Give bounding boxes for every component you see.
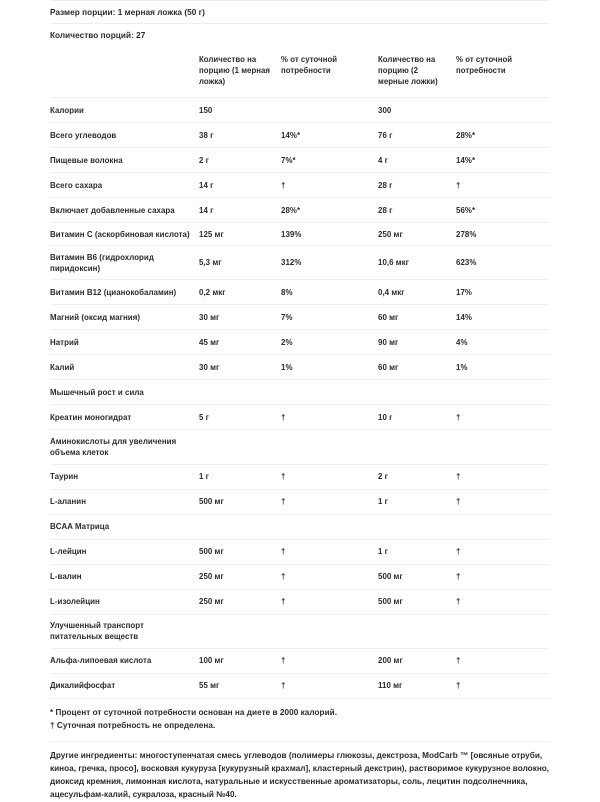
cell-amount-serving-2: 1 г [378, 539, 456, 564]
cell-daily-value-2: 1% [456, 355, 550, 380]
cell-amount-serving-1: 5,3 мг [199, 246, 281, 280]
cell-daily-value-1: † [281, 539, 378, 564]
other-ingredients-text: Другие ингредиенты: многоступенчатая смесь углеводов (полимеры глюкозы, декстроза, ModCarb ™ [овсяные отруби, кинoa, гречка, просо], восковая кукуруза [кукурузный крахмал], кластерный декстрин), растворимое кукурузное волокно, диоксид кремния, лимонная кислота, натуральные и искусственные ароматизаторы, соль, лецитин подсолнечника, ацесульфам-калий, сукралоза, красный №40. [50, 751, 550, 800]
table-row [50, 198, 550, 223]
cell-amount-serving-1 [199, 430, 281, 464]
cell-daily-value-1 [281, 614, 378, 648]
table-row [50, 246, 550, 280]
cell-amount-serving-2: 0,4 мкг [378, 280, 456, 305]
cell-amount-serving-1: 250 мг [199, 589, 281, 614]
cell-amount-serving-2: 250 мг [378, 223, 456, 246]
cell-daily-value-1: † [281, 464, 378, 489]
column-header-amount-per-serving-1: Количество на порцию (1 мерная ложка) [199, 55, 271, 87]
cell-amount-serving-1: 100 мг [199, 648, 281, 673]
cell-daily-value-1: † [281, 173, 378, 198]
cell-nutrient-name: Креатин моногидрат [50, 405, 199, 430]
cell-daily-value-1: 7%* [281, 148, 378, 173]
cell-daily-value-2 [456, 380, 550, 405]
cell-daily-value-1: 1% [281, 355, 378, 380]
cell-daily-value-2: 623% [456, 246, 550, 280]
cell-daily-value-1: 28%* [281, 198, 378, 223]
table-row [50, 673, 550, 698]
cell-amount-serving-1: 30 мг [199, 355, 281, 380]
cell-amount-serving-2: 10,6 мкг [378, 246, 456, 280]
cell-daily-value-2: † [456, 405, 550, 430]
column-header-amount-per-serving-2: Количество на порцию (2 мерные ложки) [378, 55, 438, 87]
table-row [50, 148, 550, 173]
cell-nutrient-name: Калий [50, 355, 199, 380]
cell-daily-value-2 [456, 514, 550, 539]
cell-nutrient-name: BCAA Матрица [50, 514, 199, 539]
cell-amount-serving-2: 28 г [378, 173, 456, 198]
cell-nutrient-name: Альфа-липоевая кислота [50, 648, 199, 673]
cell-amount-serving-1: 30 мг [199, 305, 281, 330]
cell-amount-serving-2: 76 г [378, 123, 456, 148]
table-header-row [50, 52, 550, 98]
cell-nutrient-name: Улучшенный транспорт питательных веществ [50, 614, 199, 648]
cell-nutrient-name: L-лейцин [50, 539, 199, 564]
serving-info-block [50, 0, 550, 46]
table-section-row [50, 514, 550, 539]
cell-daily-value-2: † [456, 648, 550, 673]
cell-nutrient-name: L-аланин [50, 489, 199, 514]
table-body [50, 98, 550, 698]
cell-amount-serving-1: 55 мг [199, 673, 281, 698]
cell-daily-value-1: 312% [281, 246, 378, 280]
cell-amount-serving-2: 500 мг [378, 589, 456, 614]
cell-daily-value-1: † [281, 489, 378, 514]
cell-amount-serving-2: 4 г [378, 148, 456, 173]
cell-daily-value-2: 28%* [456, 123, 550, 148]
cell-amount-serving-2: 500 мг [378, 564, 456, 589]
cell-amount-serving-2 [378, 614, 456, 648]
cell-daily-value-1: † [281, 405, 378, 430]
cell-amount-serving-1: 38 г [199, 123, 281, 148]
cell-daily-value-1: † [281, 648, 378, 673]
servings-per-container-row: Количество порций: 27 [50, 30, 146, 40]
cell-amount-serving-2: 1 г [378, 489, 456, 514]
cell-amount-serving-1: 250 мг [199, 564, 281, 589]
table-row [50, 648, 550, 673]
cell-amount-serving-1: 500 мг [199, 539, 281, 564]
cell-nutrient-name: L-валин [50, 564, 199, 589]
cell-daily-value-1: 14%* [281, 123, 378, 148]
cell-daily-value-2 [456, 98, 550, 123]
table-row [50, 280, 550, 305]
cell-daily-value-1 [281, 380, 378, 405]
table-row [50, 589, 550, 614]
cell-amount-serving-1: 125 мг [199, 223, 281, 246]
cell-daily-value-2: † [456, 564, 550, 589]
cell-daily-value-2: † [456, 539, 550, 564]
cell-daily-value-1: † [281, 589, 378, 614]
cell-daily-value-2: 4% [456, 330, 550, 355]
cell-amount-serving-2 [378, 380, 456, 405]
cell-amount-serving-1 [199, 614, 281, 648]
cell-amount-serving-2: 60 мг [378, 305, 456, 330]
table-row [50, 223, 550, 246]
table-row [50, 330, 550, 355]
column-header-daily-value-1: % от суточной потребности [281, 55, 338, 76]
table-section-row [50, 380, 550, 405]
cell-nutrient-name: Всего углеводов [50, 123, 199, 148]
cell-nutrient-name: Витамин C (аскорбиновая кислота) [50, 223, 199, 246]
cell-nutrient-name: Пищевые волокна [50, 148, 199, 173]
cell-nutrient-name: Включает добавленные сахара [50, 198, 199, 223]
cell-amount-serving-2: 90 мг [378, 330, 456, 355]
cell-daily-value-1 [281, 430, 378, 464]
cell-nutrient-name: L-изолейцин [50, 589, 199, 614]
cell-amount-serving-1: 14 г [199, 198, 281, 223]
table-section-row [50, 430, 550, 464]
cell-daily-value-2: 14%* [456, 148, 550, 173]
table-row [50, 305, 550, 330]
cell-amount-serving-2: 200 мг [378, 648, 456, 673]
column-header-nutrient [50, 52, 199, 98]
table-row [50, 489, 550, 514]
cell-amount-serving-2: 10 г [378, 405, 456, 430]
cell-nutrient-name: Натрий [50, 330, 199, 355]
cell-nutrient-name: Аминокислоты для увеличения объема клеток [50, 430, 199, 464]
cell-amount-serving-1: 45 мг [199, 330, 281, 355]
cell-nutrient-name: Таурин [50, 464, 199, 489]
table-row [50, 173, 550, 198]
table-row [50, 355, 550, 380]
cell-amount-serving-1: 1 г [199, 464, 281, 489]
cell-nutrient-name: Магний (оксид магния) [50, 305, 199, 330]
cell-daily-value-2: † [456, 173, 550, 198]
nutrition-facts-table [50, 52, 550, 698]
table-row [50, 464, 550, 489]
cell-daily-value-2 [456, 614, 550, 648]
cell-nutrient-name: Витамин B6 (гидрохлорид пиридоксин) [50, 246, 199, 280]
cell-nutrient-name: Мышечный рост и сила [50, 380, 199, 405]
cell-amount-serving-2: 110 мг [378, 673, 456, 698]
cell-nutrient-name: Витамин B12 (цианокобаламин) [50, 280, 199, 305]
cell-amount-serving-2: 60 мг [378, 355, 456, 380]
cell-daily-value-2: † [456, 464, 550, 489]
cell-daily-value-1 [281, 98, 378, 123]
cell-daily-value-2: 56%* [456, 198, 550, 223]
cell-daily-value-2 [456, 430, 550, 464]
table-section-row [50, 614, 550, 648]
table-row [50, 405, 550, 430]
footnote-asterisk: * Процент от суточной потребности основан на диете в 2000 калорий. [50, 707, 338, 717]
cell-amount-serving-1: 0,2 мкг [199, 280, 281, 305]
cell-amount-serving-1: 5 г [199, 405, 281, 430]
cell-amount-serving-1: 2 г [199, 148, 281, 173]
table-header [50, 52, 550, 98]
cell-nutrient-name: Дикалийфосфат [50, 673, 199, 698]
cell-daily-value-1: 8% [281, 280, 378, 305]
cell-daily-value-2: 278% [456, 223, 550, 246]
serving-size-row: Размер порции: 1 мерная ложка (50 г) [50, 1, 550, 24]
cell-daily-value-2: † [456, 489, 550, 514]
cell-daily-value-2: 14% [456, 305, 550, 330]
table-row [50, 123, 550, 148]
cell-daily-value-1 [281, 514, 378, 539]
cell-amount-serving-1: 150 [199, 98, 281, 123]
cell-amount-serving-2 [378, 430, 456, 464]
other-ingredients-block [50, 741, 550, 802]
footnotes-block [50, 698, 550, 733]
cell-daily-value-1: 7% [281, 305, 378, 330]
cell-nutrient-name: Калории [50, 98, 199, 123]
cell-amount-serving-1 [199, 514, 281, 539]
cell-daily-value-2: † [456, 673, 550, 698]
cell-nutrient-name: Всего сахара [50, 173, 199, 198]
cell-daily-value-1: † [281, 673, 378, 698]
table-row [50, 564, 550, 589]
cell-amount-serving-2: 2 г [378, 464, 456, 489]
column-header-daily-value-2: % от суточной потребности [456, 55, 513, 76]
cell-daily-value-1: 2% [281, 330, 378, 355]
table-row [50, 539, 550, 564]
cell-daily-value-1: 139% [281, 223, 378, 246]
cell-amount-serving-2: 300 [378, 98, 456, 123]
cell-amount-serving-2 [378, 514, 456, 539]
footnote-dagger: † Суточная потребность не определена. [50, 721, 216, 731]
cell-amount-serving-2: 28 г [378, 198, 456, 223]
cell-amount-serving-1 [199, 380, 281, 405]
table-row [50, 98, 550, 123]
cell-daily-value-2: 17% [456, 280, 550, 305]
cell-amount-serving-1: 14 г [199, 173, 281, 198]
cell-amount-serving-1: 500 мг [199, 489, 281, 514]
cell-daily-value-2: † [456, 589, 550, 614]
cell-daily-value-1: † [281, 564, 378, 589]
